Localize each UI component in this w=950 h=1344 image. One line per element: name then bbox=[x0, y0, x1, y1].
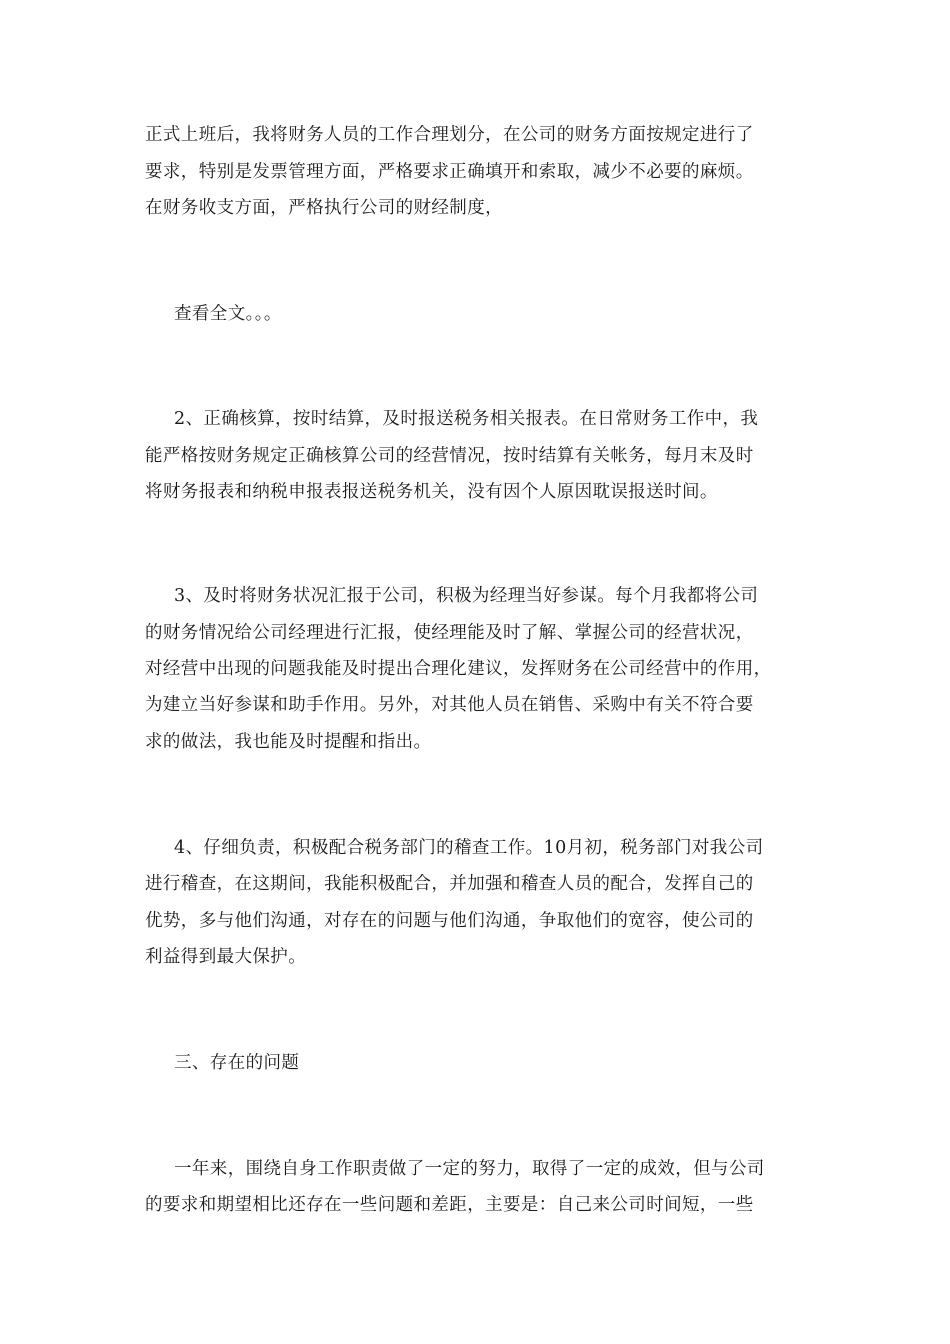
text-line: 求的做法，我也能及时提醒和指出。 bbox=[145, 732, 432, 752]
text-line: 在财务收支方面，严格执行公司的财经制度， bbox=[145, 198, 503, 218]
text-line: 3、及时将财务状况汇报于公司，积极为经理当好参谋。每个月我都将公司 bbox=[174, 586, 759, 606]
text-line: 优势，多与他们沟通，对存在的问题与他们沟通，争取他们的宽容，使公司的 bbox=[145, 911, 754, 931]
text-line: 进行稽查，在这期间，我能积极配合，并加强和稽查人员的配合，发挥自己的 bbox=[145, 874, 754, 894]
text-line: 三、存在的问题 bbox=[174, 1053, 300, 1073]
text-line: 要求，特别是发票管理方面，严格要求正确填开和索取，减少不必要的麻烦。 bbox=[145, 162, 754, 182]
text-line: 能严格按财务规定正确核算公司的经营情况，按时结算有关帐务，每月末及时 bbox=[145, 446, 754, 466]
text-line: 为建立当好参谋和助手作用。另外，对其他人员在销售、采购中有关不符合要 bbox=[145, 695, 754, 715]
text-line: 的要求和期望相比还存在一些问题和差距，主要是：自己来公司时间短，一些 bbox=[145, 1195, 754, 1215]
text-line: 的财务情况给公司经理进行汇报，使经理能及时了解、掌握公司的经营状况， bbox=[145, 623, 754, 643]
text-line: 查看全文。。。 bbox=[174, 304, 282, 324]
text-line: 一年来，围绕自身工作职责做了一定的努力，取得了一定的成效，但与公司 bbox=[174, 1159, 765, 1179]
text-line: 将财务报表和纳税申报表报送税务机关，没有因个人原因耽误报送时间。 bbox=[145, 482, 718, 502]
text-line: 利益得到最大保护。 bbox=[145, 947, 307, 967]
text-line: 对经营中出现的问题我能及时提出合理化建议，发挥财务在公司经营中的作用， bbox=[145, 659, 772, 679]
text-line: 2、正确核算，按时结算，及时报送税务相关报表。在日常财务工作中，我 bbox=[174, 409, 759, 429]
text-line: 4、仔细负责，积极配合税务部门的稽查工作。10月初，税务部门对我公司 bbox=[174, 838, 764, 858]
text-line: 正式上班后，我将财务人员的工作合理划分，在公司的财务方面按规定进行了 bbox=[145, 125, 754, 145]
